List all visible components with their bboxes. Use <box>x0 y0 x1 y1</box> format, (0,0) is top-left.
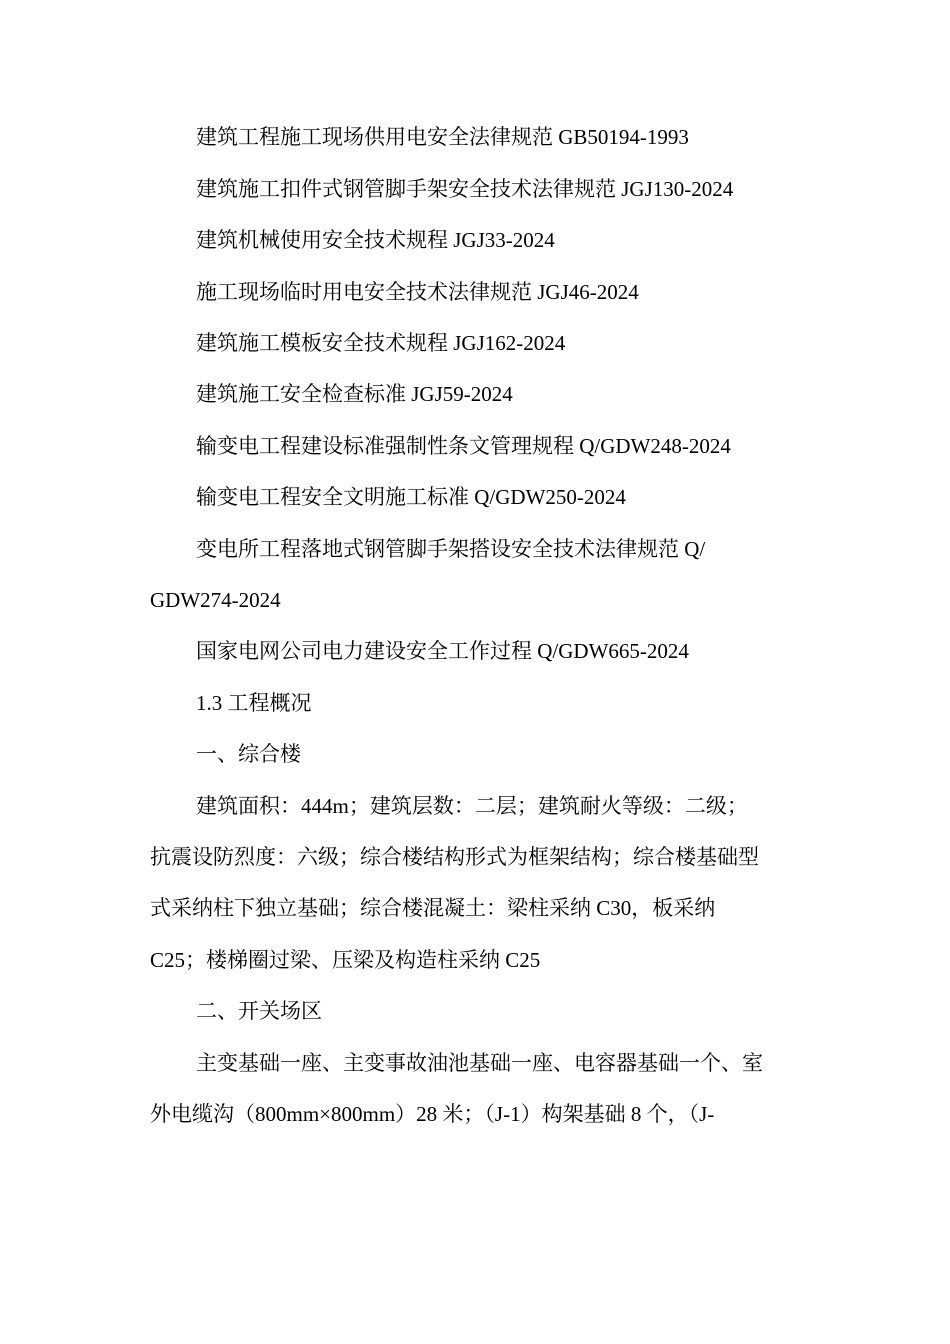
paragraph-building-line1: 建筑面积：444m；建筑层数：二层；建筑耐火等级：二级； <box>196 794 748 818</box>
subsection-heading-switchyard: 二、开关场区 <box>196 999 322 1023</box>
paragraph-building-line4: C25；楼梯圈过梁、压梁及构造柱采纳 C25 <box>150 948 541 972</box>
standard-qgdw665: 国家电网公司电力建设安全工作过程 Q/GDW665-2024 <box>196 639 689 663</box>
paragraph-switchyard-line2: 外电缆沟（800mm×800mm）28 米；（J-1）构架基础 8 个，（J- <box>150 1102 715 1126</box>
paragraph-switchyard-line1: 主变基础一座、主变事故油池基础一座、电容器基础一个、室 <box>196 1051 763 1075</box>
subsection-heading-office-building: 一、综合楼 <box>196 742 301 766</box>
standard-qgdw250: 输变电工程安全文明施工标准 Q/GDW250-2024 <box>196 485 626 509</box>
section-heading-project-overview: 1.3 工程概况 <box>196 691 312 715</box>
paragraph-building-line3: 式采纳柱下独立基础；综合楼混凝土：梁柱采纳 C30，板采纳 <box>150 896 716 920</box>
standard-jgj130: 建筑施工扣件式钢管脚手架安全技术法律规范 JGJ130-2024 <box>196 177 734 201</box>
standard-qgdw248: 输变电工程建设标准强制性条文管理规程 Q/GDW248-2024 <box>196 434 731 458</box>
standard-jgj46: 施工现场临时用电安全技术法律规范 JGJ46-2024 <box>196 280 639 304</box>
standard-gb50194: 建筑工程施工现场供用电安全法律规范 GB50194-1993 <box>196 125 689 149</box>
standard-qgdw274-line2: GDW274-2024 <box>150 588 281 612</box>
standard-qgdw274-line1: 变电所工程落地式钢管脚手架搭设安全技术法律规范 Q/ <box>196 537 706 561</box>
standard-jgj162: 建筑施工模板安全技术规程 JGJ162-2024 <box>196 331 566 355</box>
standard-jgj59: 建筑施工安全检查标准 JGJ59-2024 <box>196 382 513 406</box>
paragraph-building-line2: 抗震设防烈度：六级；综合楼结构形式为框架结构；综合楼基础型 <box>150 845 759 869</box>
standard-jgj33: 建筑机械使用安全技术规程 JGJ33-2024 <box>196 228 555 252</box>
